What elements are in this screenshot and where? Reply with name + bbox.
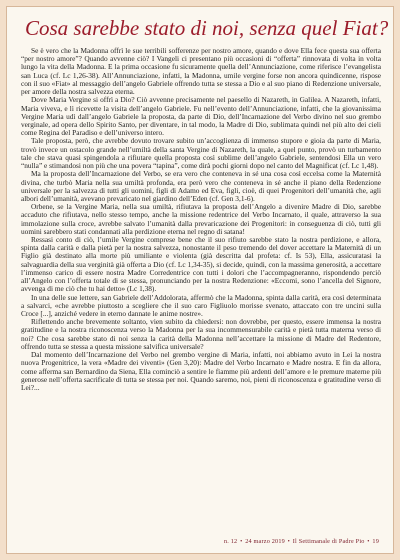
paragraph: Dove Maria Vergine si offrì a Dio? Ciò avvenne precisamente nel paesello di Nazareth, in Galilea. A Nazareth, infatti, Maria viveva, e lì ricevette la visita dell’angelo Gabriele. Fu nell’evento dell’Annunciazione, infatti, che la giovanissima Vergine Maria udì dall’angelo Gabriele la proposta, da parte di Dio, dell’Incarnazione del Verbo divino nel suo grembo verginale, ad opera dello Spirito Santo, per diventare, in tal modo, la Madre di Dio, sublimata quindi nel più alto dei cieli come Regina del Paradiso e dell’universo intero. bbox=[21, 95, 381, 138]
publication-name: Il Settimanale di Padre Pio bbox=[292, 538, 365, 545]
paragraph: Ressasi conto di ciò, l’umile Vergine comprese bene che il suo rifiuto sarebbe stato la nostra perdizione, e allora, spinta dalla carità e dalla pietà per la nostra salvezza, nonostante il peso tremendo del dover accettare la Maternità di un Figlio già destinato alla morte più umiliante e violenta (già descritta dal profeta: cf. Is 53), Ella, assicuratasi la salvaguardia della sua verginità già offerta a Dio (cf. Lc 1,34-35), si decide, quindi, con la massima generosità, a accettare l’immenso carico di essere nostra Madre Corredentrice con tutti i dolori che l’accompagneranno, rispondendo perciò all’Angelo con l’offerta totale di se stessa, pronunciando per la nostra Redenzione: «Eccomi, sono l’ancella del Signore, avvenga di me ciò che tu hai detto» (Lc 1,38). bbox=[21, 235, 381, 294]
paragraph: In una delle sue lettere, san Gabriele dell’Addolorata, affermò che la Madonna, spinta dalla carità, era così determinata a salvarci, «che avrebbe piuttosto a scegliere che il suo caro Figliuolo morisse svenato, attaccato con tre uncini sulla Croce [...], anziché vedere in eterno dannate le anime nostre». bbox=[21, 292, 381, 318]
issue-number: n. 12 bbox=[223, 538, 238, 545]
article-title: Cosa sarebbe stato di noi, senza quel Fiat? bbox=[25, 16, 389, 40]
page-number: 19 bbox=[372, 538, 379, 545]
paragraph: Riflettendo anche brevemente soltanto, vien subito da chiedersi: non dovrebbe, per questo, essere immensa la nostra gratitudine e la nostra riconoscenza verso la Madonna per la sua incommensurabile carità e pietà tutta materna verso di noi? Che cosa sarebbe stato di noi senza la carità della Madonna nell’accettare la missione di Madre del Redentore, offrendo tutta se stessa a questa missione salvifica universale? bbox=[21, 317, 381, 351]
footer-separator: • bbox=[287, 538, 291, 545]
paragraph: Dal momento dell’Incarnazione del Verbo nel grembo vergine di Maria, infatti, noi abbiamo avuto in Lei la nostra nuova Progenitrice, la vera «Madre dei viventi» (Gen 3,20): Madre del Verbo Incarnato e Madre nostra. E fin da allora, come afferma san Bernardino da Siena, Ella cominciò a sentire le fiamme più ardenti dell’amore e le premure materne più generose nell’offerta sacrificale di tutta se stessa per noi. Quando saremo, noi, pieni di riconoscenza e gratitudine verso di Lei?... bbox=[21, 350, 381, 392]
paragraph: Ma la proposta dell’Incarnazione del Verbo, se era vero che conteneva in sé una cosa così eccelsa come la Maternità divina, che turbò Maria nella sua umiltà profonda, era però vero che conteneva in sé anche il piano della Redenzione universale per la salvezza di tutti gli uomini, figli di Adamo ed Eva, figli, cioè, di quei Progenitori dell’umanità che, agli albori dell’umanità, avevano prevaricato nel giardino dell’Eden (cf. Gen 3,1-6). bbox=[21, 169, 381, 203]
page bbox=[6, 6, 394, 554]
paragraph: Orbene, se la Vergine Maria, nella sua umiltà, rifiutava la proposta dell’Angelo a divenire Madre di Dio, sarebbe accaduto che rifiutava, nello stesso tempo, anche la missione redentrice del Verbo Incarnato, il quale, attraverso la sua immolazione sulla croce, avrebbe salvato l’umanità dalla prevaricazione dei Progenitori: in conseguenza di ciò, tutti gli uomini sarebbero stati condannati alla perdizione eterna nel regno di satana! bbox=[21, 202, 381, 236]
paragraph: Se è vero che la Madonna offrì le sue terribili sofferenze per nostro amore, quando e dove Ella fece questa sua offerta “per nostro amore”? Quando avvenne ciò? I Vangeli ci presentano più occasioni di “offerta” rinnovata di volta in volta lungo la vita della Madonna. E la prima occasione fu sicuramente quella dell’Annunciazione, come riferisce l’evangelista san Luca (cf. Lc 1,26-38). All’Annunciazione, infatti, la Madonna, umile vergine forse non ancora quindicenne, rispose con il suo «Fiat» al messaggio dell’angelo Gabriele offrendo tutta se stessa a Dio e al suo piano di Redenzione universale, per amore della nostra salvezza eterna. bbox=[21, 47, 381, 97]
issue-date: 24 marzo 2019 bbox=[245, 538, 285, 545]
paragraph: Tale proposta, però, che avrebbe dovuto trovare subito un’accoglienza di immenso stupore e gioia da parte di Maria, trovò invece un ostacolo grande nell’umiltà della santa Vergine di Nazareth, la quale, a quel punto, provò un turbamento tale che stava quasi spingendola a rifiutare quella proposta così sublime dell’angelo Gabriele, sentendosi Ella un vero “nulla” e stimandosi non più che una povera “tapina”, come dirà pochi giorni dopo nel canto del Magnificat (cf. Lc 1,48). bbox=[21, 136, 381, 171]
footer-separator: • bbox=[240, 538, 243, 545]
article-body bbox=[21, 47, 381, 533]
footer-separator: • bbox=[367, 538, 370, 545]
page-footer bbox=[224, 538, 379, 545]
